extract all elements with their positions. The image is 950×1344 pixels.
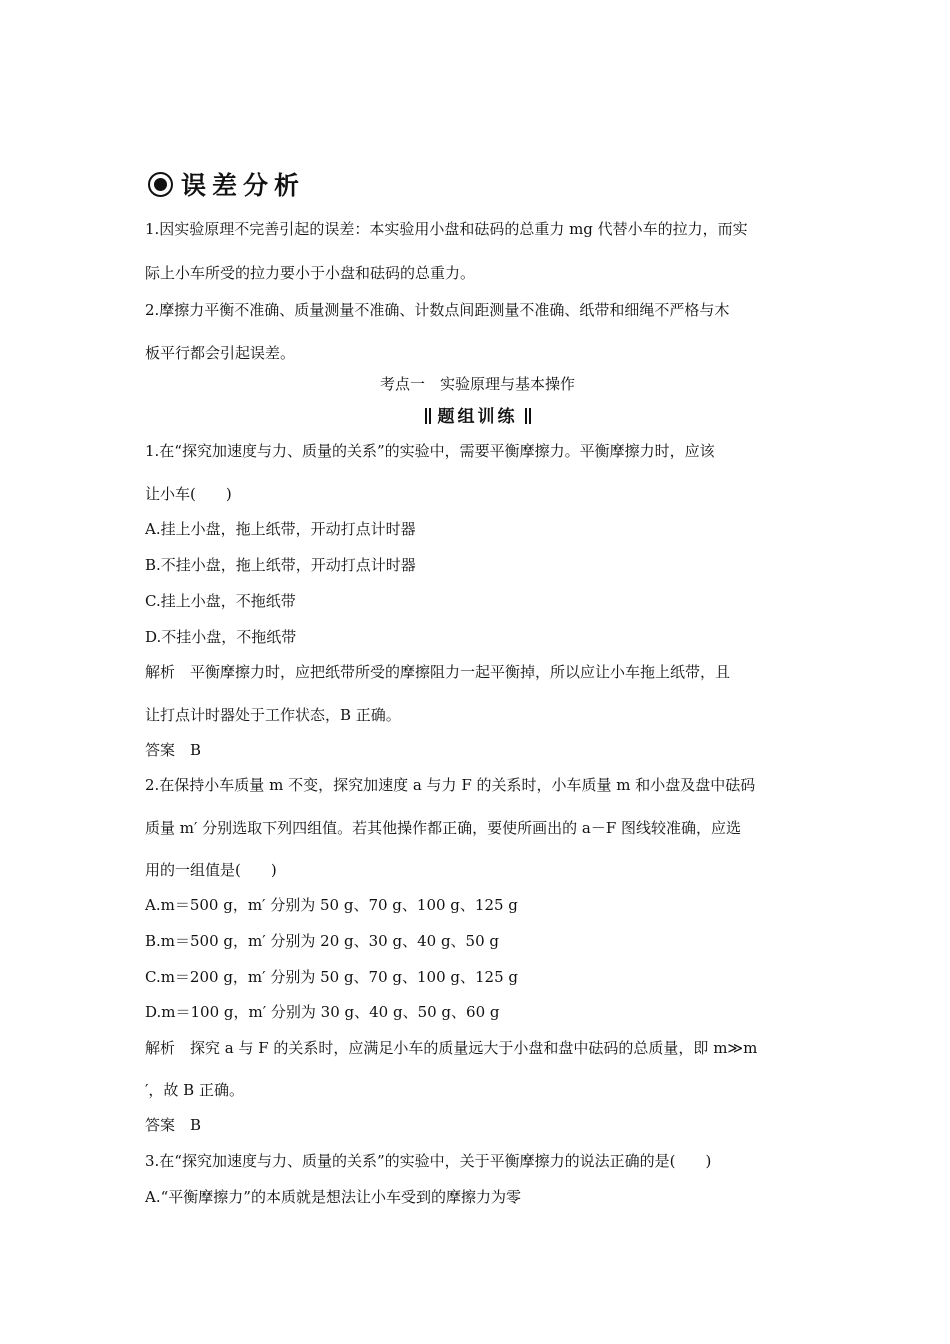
q1-option-d: D.不挂小盘，不拖纸带 — [145, 628, 297, 646]
q2-option-b: B.m＝500 g，m′ 分别为 20 g、30 g、40 g、50 g — [145, 932, 500, 950]
error-analysis-p1-line1: 1.因实验原理不完善引起的误差：本实验用小盘和砝码的总重力 mg 代替小车的拉力，而实 — [145, 220, 748, 238]
q2-option-c: C.m＝200 g，m′ 分别为 50 g、70 g、100 g、125 g — [145, 968, 519, 986]
q2-option-d: D.m＝100 g，m′ 分别为 30 g、40 g、50 g、60 g — [145, 1003, 500, 1021]
error-analysis-p2-line1: 2.摩擦力平衡不准确、质量测量不准确、计数点间距测量不准确、纸带和细绳不严格与木 — [145, 301, 730, 319]
section-title: 误差分析 — [181, 171, 306, 200]
q1-analysis-line2: 让打点计时器处于工作状态，B 正确。 — [145, 706, 401, 724]
q2-stem-line2: 质量 m′ 分别选取下列四组值。若其他操作都正确，要使所画出的 a－F 图线较准确，应选 — [145, 819, 742, 837]
filled-circle-bullet-icon — [148, 172, 173, 197]
q1-stem-line1: 1.在“探究加速度与力、质量的关系”的实验中，需要平衡摩擦力。平衡摩擦力时，应该 — [145, 442, 715, 460]
group-heading — [145, 402, 810, 427]
double-bar-right-icon — [524, 407, 532, 427]
q1-stem-line2: 让小车( ) — [145, 485, 232, 503]
q1-option-b: B.不挂小盘，拖上纸带，开动打点计时器 — [145, 556, 416, 574]
q2-answer: 答案 B — [145, 1116, 202, 1134]
group-title: 题组训练 — [437, 407, 518, 427]
error-analysis-p1-line2: 际上小车所受的拉力要小于小盘和砝码的总重力。 — [145, 264, 476, 282]
q1-analysis-line1: 解析 平衡摩擦力时，应把纸带所受的摩擦阻力一起平衡掉，所以应让小车拖上纸带，且 — [145, 663, 731, 681]
q3-option-a: A.“平衡摩擦力”的本质就是想法让小车受到的摩擦力为零 — [145, 1188, 521, 1206]
error-analysis-p2-line2: 板平行都会引起误差。 — [145, 344, 296, 362]
q2-analysis-line1: 解析 探究 a 与 F 的关系时，应满足小车的质量远大于小盘和盘中砝码的总质量，即 m≫m — [145, 1039, 758, 1057]
double-bar-left-icon — [424, 407, 432, 427]
q2-analysis-line2: ′，故 B 正确。 — [145, 1081, 244, 1099]
section-heading — [148, 166, 305, 202]
q1-option-a: A.挂上小盘，拖上纸带，开动打点计时器 — [145, 520, 416, 538]
topic-title: 考点一 实验原理与基本操作 — [379, 375, 575, 393]
q2-stem-line3: 用的一组值是( ) — [145, 861, 277, 879]
q3-stem-line1: 3.在“探究加速度与力、质量的关系”的实验中，关于平衡摩擦力的说法正确的是( ) — [145, 1152, 712, 1170]
q1-option-c: C.挂上小盘，不拖纸带 — [145, 592, 296, 610]
q1-answer: 答案 B — [145, 741, 202, 759]
q2-option-a: A.m＝500 g，m′ 分别为 50 g、70 g、100 g、125 g — [145, 896, 518, 914]
q2-stem-line1: 2.在保持小车质量 m 不变，探究加速度 a 与力 F 的关系时，小车质量 m 和小盘及盘中砝码 — [145, 776, 756, 794]
